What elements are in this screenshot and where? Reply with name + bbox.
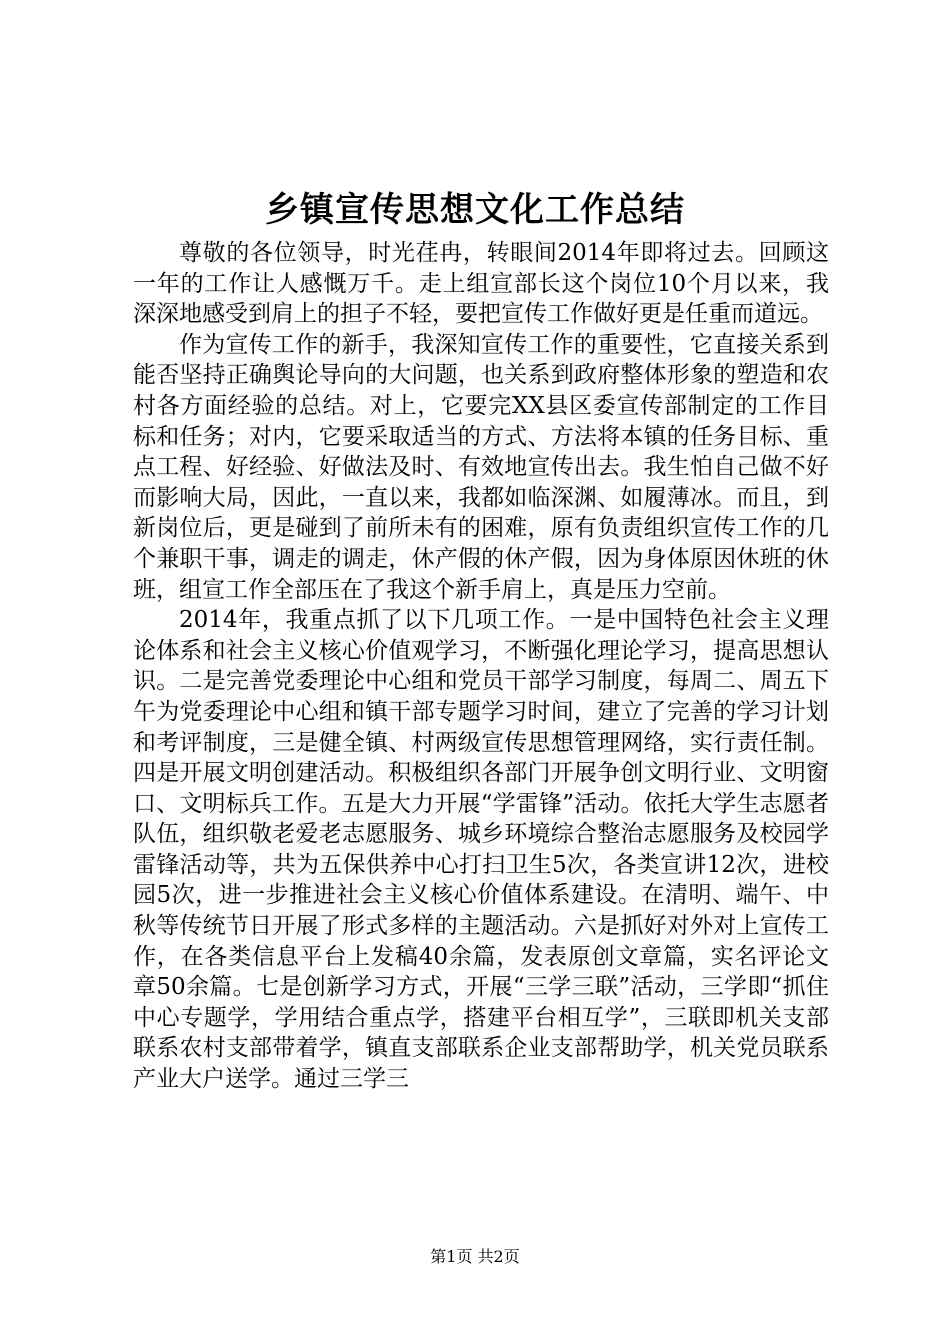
paragraph: 2014年，我重点抓了以下几项工作。一是中国特色社会主义理论体系和社会主义核心价值观学习，不断强化理论学习，提高思想认识。二是完善党委理论中心组和党员干部学习制度，每周二、周五下午为党委理论中心组和镇干部专题学习时间，建立了完善的学习计划和考评制度，三是健全镇、村两级宣传思想管理网络，实行责任制。四是开展文明创建活动。积极组织各部门开展争创文明行业、文明窗口、文明标兵工作。五是大力开展“学雷锋”活动。依托大学生志愿者队伍，组织敬老爱老志愿服务、城乡环境综合整治志愿服务及校园学雷锋活动等，共为五保供养中心打扫卫生5次，各类宣讲12次，进校园5次，进一步推进社会主义核心价值体系建设。在清明、端午、中秋等传统节日开展了形式多样的主题活动。六是抓好对外对上宣传工作，在各类信息平台上发稿40余篇，发表原创文章篇，实名评论文章50余篇。七是创新学习方式，开展“三学三联”活动，三学即“抓住中心专题学，学用结合重点学，搭建平台相互学”，三联即机关支部联系农村支部带着学，镇直支部联系企业支部帮助学，机关党员联系产业大户送学。通过三学三 (133, 607, 829, 1093)
document-title: 乡镇宣传思想文化工作总结 (265, 190, 685, 230)
paragraph: 作为宣传工作的新手，我深知宣传工作的重要性，它直接关系到能否坚持正确舆论导向的大问题，也关系到政府整体形象的塑造和农村各方面经验的总结。对上，它要完XX县区委宣传部制定的工作目标和任务；对内，它要采取适当的方式、方法将本镇的任务目标、重点工程、好经验、好做法及时、有效地宣传出去。我生怕自己做不好而影响大局，因此，一直以来，我都如临深渊、如履薄冰。而且，到新岗位后，更是碰到了前所未有的困难，原有负责组织宣传工作的几个兼职干事，调走的调走，休产假的休产假，因为身体原因休班的休班，组宣工作全部压在了我这个新手肩上，真是压力空前。 (133, 331, 829, 603)
page-number-footer: 第1页 共2页 (430, 1247, 520, 1266)
document-body (133, 238, 829, 1095)
paragraph: 尊敬的各位领导，时光荏冉，转眼间2014年即将过去。回顾这一年的工作让人感慨万千。走上组宣部长这个岗位10个月以来，我深深地感受到肩上的担子不轻，要把宣传工作做好更是任重而道远。 (133, 240, 829, 328)
